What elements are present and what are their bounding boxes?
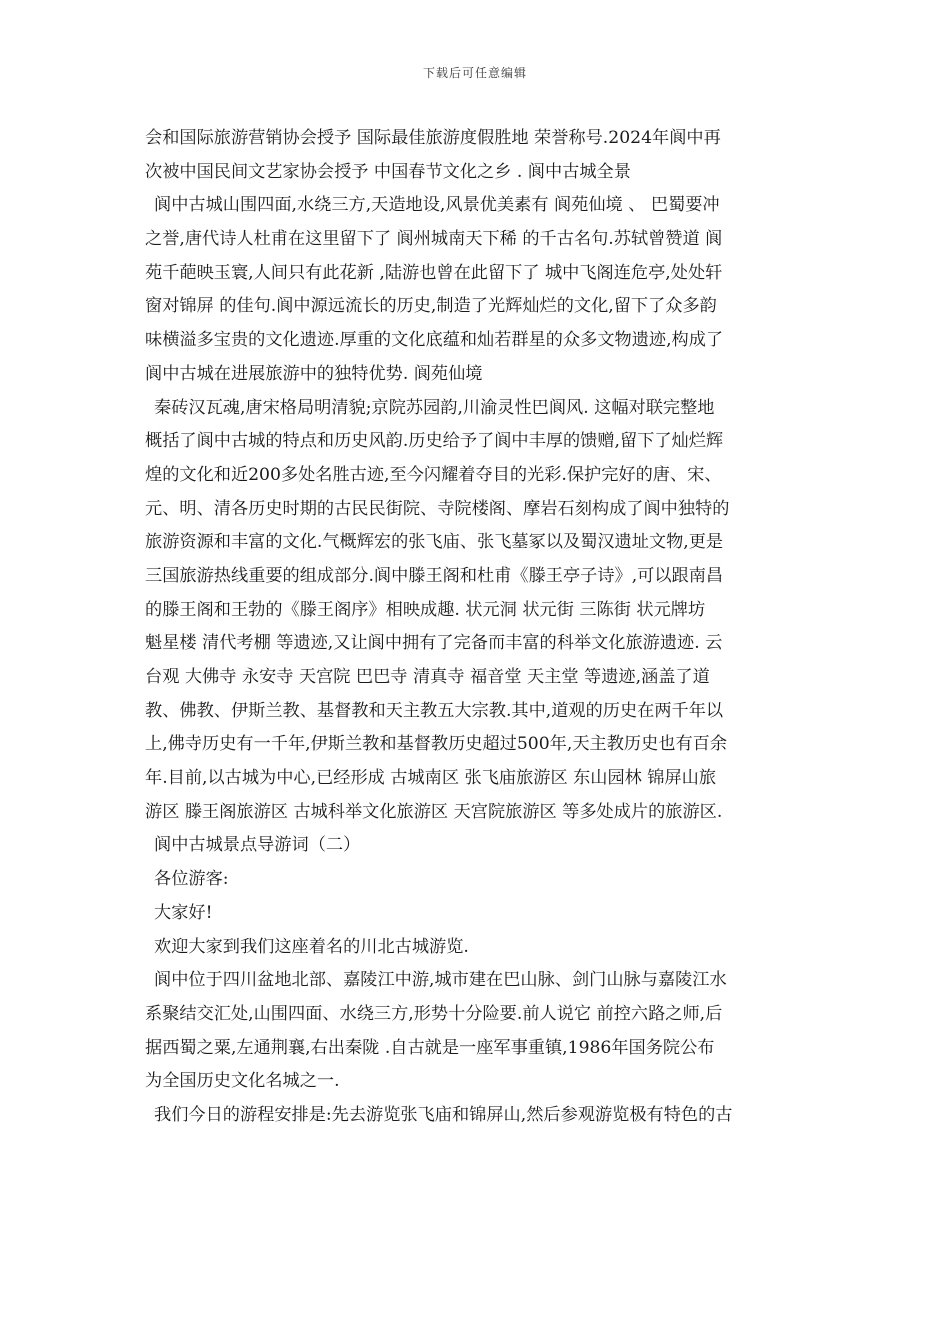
- text-line: 阆中位于四川盆地北部、嘉陵江中游,城市建在巴山脉、剑门山脉与嘉陵江水: [154, 970, 727, 991]
- text-line: 次被中国民间文艺家协会授予 中国春节文化之乡 . 阆中古城全景: [145, 161, 631, 182]
- text-line: 秦砖汉瓦魂,唐宋格局明清貌;京院苏园韵,川渝灵性巴阆风. 这幅对联完整地: [154, 397, 715, 418]
- text-line: 我们今日的游程安排是:先去游览张飞庙和锦屏山,然后参观游览极有特色的古: [154, 1104, 733, 1125]
- text-line: 三国旅游热线重要的组成部分.阆中滕王阁和杜甫《滕王亭子诗》,可以跟南昌: [145, 565, 724, 586]
- text-line: 游区 滕王阁旅游区 古城科举文化旅游区 天宫院旅游区 等多处成片的旅游区.: [145, 801, 723, 822]
- text-line: 年.目前,以古城为中心,已经形成 古城南区 张飞庙旅游区 东山园林 锦屏山旅: [145, 768, 717, 789]
- text-line: 欢迎大家到我们这座着名的川北古城游览.: [154, 936, 469, 957]
- text-line: 会和国际旅游营销协会授予 国际最佳旅游度假胜地 荣誉称号.2024年阆中再: [145, 128, 721, 148]
- text-line: 为全国历史文化名城之一.: [145, 1071, 340, 1092]
- text-line: 上,佛寺历史有一千年,伊斯兰教和基督教历史超过500年,天主教历史也有百余: [145, 734, 728, 755]
- text-line: 各位游客:: [154, 869, 229, 890]
- text-line: 味横溢多宝贵的文化遗迹.厚重的文化底蕴和灿若群星的众多文物遗迹,构成了: [145, 330, 724, 351]
- text-line: 苑千葩映玉寰,人间只有此花新 ,陆游也曾在此留下了 城中飞阁连危亭,处处轩: [145, 262, 723, 283]
- page-header-note: 下载后可任意编辑: [422, 66, 527, 80]
- text-line: 之誉,唐代诗人杜甫在这里留下了 阆州城南天下稀 的千古名句.苏轼曾赞道 阆: [145, 229, 723, 250]
- text-line: 旅游资源和丰富的文化.气概辉宏的张飞庙、张飞墓冢以及蜀汉遗址文物,更是: [145, 532, 724, 553]
- text-line: 大家好!: [154, 902, 213, 923]
- text-line: 的滕王阁和王勃的《滕王阁序》相映成趣. 状元洞 状元街 三陈街 状元牌坊: [145, 599, 706, 620]
- text-line: 台观 大佛寺 永安寺 天宫院 巴巴寺 清真寺 福音堂 天主堂 等遗迹,涵盖了道: [145, 667, 710, 687]
- text-line: 据西蜀之粟,左通荆襄,右出秦陇 .自古就是一座军事重镇,1986年国务院公布: [145, 1037, 715, 1058]
- text-line: 概括了阆中古城的特点和历史风韵.历史给予了阆中丰厚的馈赠,留下了灿烂辉: [145, 431, 724, 452]
- document-body: [145, 122, 813, 1133]
- text-line: 煌的文化和近200多处名胜古迹,至今闪耀着夺目的光彩.保护完好的唐、宋、: [145, 464, 722, 485]
- text-line: 阆中古城山围四面,水绕三方,天造地设,风景优美素有 阆苑仙境 、 巴蜀要冲: [154, 195, 720, 216]
- text-line: 阆中古城在进展旅游中的独特优势. 阆苑仙境: [145, 363, 483, 384]
- text-line: 元、明、清各历史时期的古民民街院、寺院楼阁、摩岩石刻构成了阆中独特的: [145, 498, 730, 519]
- text-line: 窗对锦屏 的佳句.阆中源远流长的历史,制造了光辉灿烂的文化,留下了众多韵: [145, 296, 717, 317]
- text-line: 阆中古城景点导游词（二）: [154, 835, 361, 856]
- text-line: 系聚结交汇处,山围四面、水绕三方,形势十分险要.前人说它 前控六路之师,后: [145, 1003, 723, 1024]
- text-line: 魁星楼 清代考棚 等遗迹,又让阆中拥有了完备而丰富的科举文化旅游遗迹. 云: [145, 633, 723, 654]
- text-line: 教、佛教、伊斯兰教、基督教和天主教五大宗教.其中,道观的历史在两千年以: [145, 700, 724, 721]
